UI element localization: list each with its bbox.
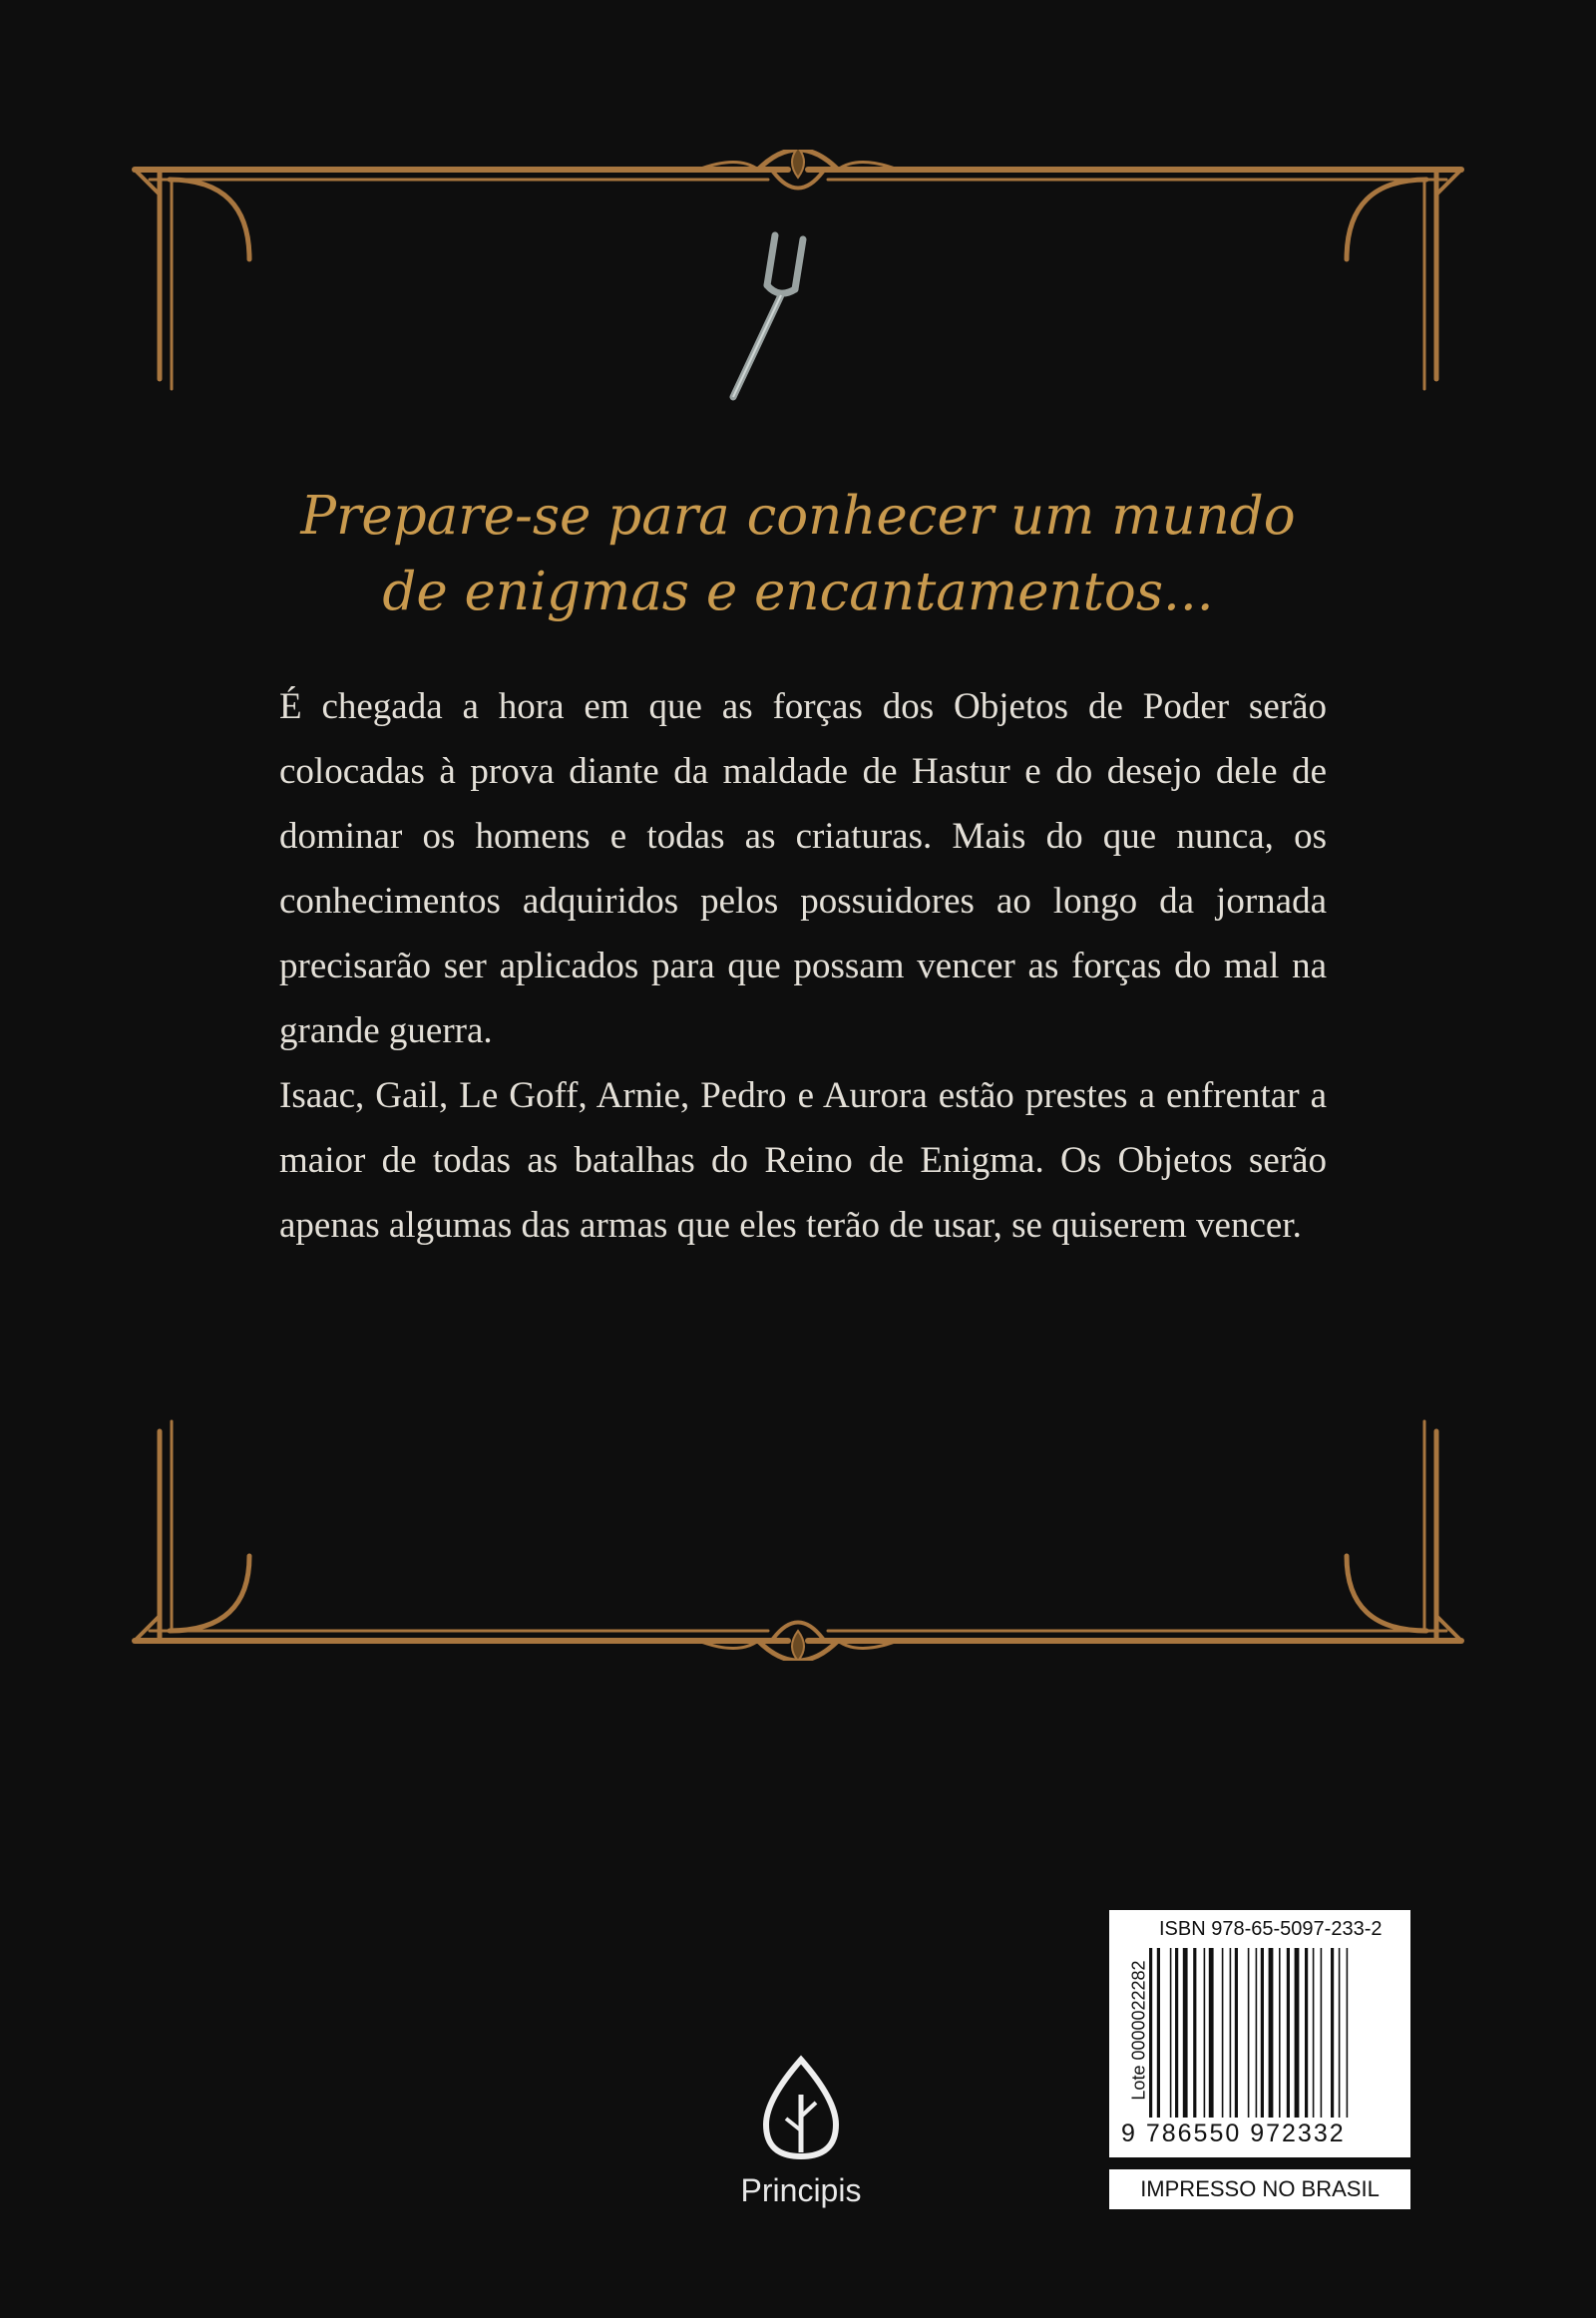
- description-paragraph-1: É chegada a hora em que as forças dos Objetos de Poder serão colocadas à prova diante da maldade de Hastur e do desejo dele de dominar os homens e todas as criaturas. Mais do que nunca, os conhecimentos adquiridos pelos possuidores ao longo da jornada precisarão ser aplicados para que possam vencer as forças do mal na grande guerra.: [279, 686, 1327, 1051]
- ornate-frame-bottom-icon: [0, 1416, 1596, 1661]
- publisher-logo: [726, 2055, 876, 2234]
- printed-in-label: IMPRESSO NO BRASIL: [1109, 2169, 1410, 2209]
- barcode-digits: 9 786550 972332: [1121, 2120, 1346, 2147]
- description-paragraph-2: Isaac, Gail, Le Goff, Arnie, Pedro e Aurora estão prestes a enfrentar a maior de todas as batalhas do Reino de Enigma. Os Objetos serão apenas algumas das armas que eles terão de usar, se quiserem vencer.: [279, 1075, 1327, 1246]
- tagline: [200, 479, 1396, 630]
- back-cover-description: [279, 674, 1327, 1258]
- isbn-number: ISBN 978-65-5097-233-2: [1159, 1918, 1383, 1940]
- tagline-line-1: Prepare-se para conhecer um mundo: [300, 486, 1296, 547]
- tagline-line-2: de enigmas e encantamentos...: [382, 562, 1214, 622]
- barcode-bars: [1149, 1948, 1400, 2118]
- leaf-drop-logo-icon: [756, 2055, 846, 2164]
- isbn-barcode: [1109, 1910, 1410, 2157]
- tuning-fork-icon: [723, 227, 813, 407]
- publisher-name: Principis: [740, 2172, 862, 2208]
- lote-number: Lote 0000022282: [1128, 1960, 1149, 2101]
